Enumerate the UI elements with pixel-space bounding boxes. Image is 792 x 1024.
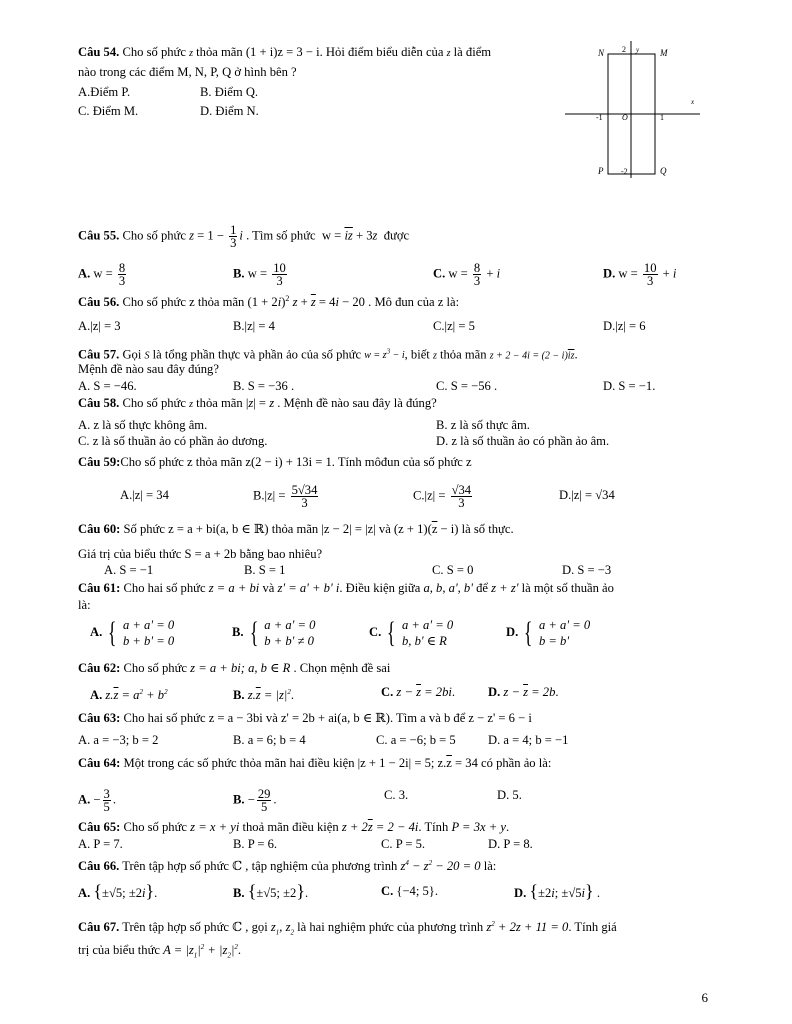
q54-option-a[interactable]: A.Điểm P. [78,85,131,99]
q67-line2: trị của biểu thức $A = |z_1|^2 + |z_2|^2$. [78,943,242,960]
q62-line: Câu 62: Cho số phức z = a + bi; a, b ∈ R . Chọn mệnh đề sai [78,661,391,675]
label-m: M [660,48,668,58]
q63-option-b[interactable]: B. a = 6; b = 4 [233,733,306,747]
label-q: Q [660,166,667,176]
q63-label: Câu 63: [78,711,121,725]
q60-option-b[interactable]: B. S = 1 [244,563,286,577]
q54-option-c[interactable]: C. Điểm M. [78,104,139,118]
q65-option-d[interactable]: D. P = 8. [488,837,533,851]
q56-option-c[interactable]: C.|z| = 5 [433,319,475,333]
q58-option-c[interactable]: C. z là số thuần ảo có phần ảo dương. [78,434,268,448]
q55-line: Câu 55. Cho số phức z = 1 − $\frac{1}{3}$ i . Tìm số phức $w = \overline{iz} + 3z$ được [78,223,410,250]
q57-option-a[interactable]: A. S = −46. [78,379,137,393]
label-o: O [622,113,628,122]
q61-option-b[interactable]: B. { a + a' = 0 b + b' ≠ 0 [232,616,316,649]
q55-option-c[interactable]: C. w = $\frac{8}{3}$ + i [433,261,501,288]
q60-option-d[interactable]: D. S = −3 [562,563,612,577]
q54-coordinate-figure [560,38,710,183]
q63-option-c[interactable]: C. a = −6; b = 5 [376,733,456,747]
page-number: 6 [701,990,708,1005]
q63-line: Câu 63: Cho hai số phức z = a − 3bi và z' = 2b + ai(a, b ∈ ℝ). Tìm a và b để z − z' = 6 − i [78,711,532,725]
q58-option-a[interactable]: A. z là số thực không âm. [78,418,208,432]
q56-label: Câu 56. [78,295,120,310]
q65-label: Câu 65: [78,820,121,834]
q63-option-a[interactable]: A. a = −3; b = 2 [78,733,159,747]
q66-option-c[interactable]: C. {−4; 5}. [381,884,438,898]
q67-line1: Câu 67. Trên tập hợp số phức ℂ , gọi $z_1$, $z_2$ là hai nghiệm phức của phương trình $z^2 + 2z + 11 = 0$. Tính giá [78,920,617,937]
q60-option-a[interactable]: A. S = −1 [104,563,154,577]
q61-label: Câu 61: [78,581,121,595]
q54-label: Câu 54. [78,45,120,59]
q59-line: Câu 59:Cho số phức z thỏa mãn z(2 − i) + 13i = 1. Tính môđun của số phức z [78,455,472,469]
q56-option-d[interactable]: D.|z| = 6 [603,319,646,333]
q58-line: Câu 58. Cho số phức z thỏa mãn |z| = z . Mệnh đề nào sau đây là đúng? [78,396,437,410]
q64-line: Câu 64: Một trong các số phức thỏa mãn hai điều kiện |z + 1 − 2i| = 5; $z.\overline{z} = 34$ có phần ảo là: [78,756,552,770]
label-y: y [636,46,640,54]
tick-2: 2 [622,45,626,54]
q64-option-a[interactable]: A. − $\frac{3}{5}$ . [78,787,116,814]
q60-line1: Câu 60: Số phức z = a + bi(a, b ∈ ℝ) thỏa mãn |z − 2| = |z| và $(z + 1)(\overline{z} - i)$ là số thực. [78,522,514,536]
q66-label: Câu 66. [78,859,120,874]
q61-option-a[interactable]: A. { a + a' = 0 b + b' = 0 [90,616,175,649]
tick-minus-2: -2 [621,167,628,176]
tick-minus-1: -1 [596,113,603,122]
q62-label: Câu 62: [78,661,121,675]
q62-option-c[interactable]: C. $z - \overline{z} = 2bi$. [381,685,456,699]
q57-option-b[interactable]: B. S = −36 . [233,379,295,393]
tick-1: 1 [660,113,664,122]
q61-line2: là: [78,598,91,612]
q61-option-d[interactable]: D. { a + a' = 0 b = b' [506,616,591,649]
q66-option-d[interactable]: D. {±2i; ±√5i} . [514,881,600,901]
q64-option-c[interactable]: C. 3. [384,788,409,802]
q65-line: Câu 65: Cho số phức z = x + yi thoả mãn điều kiện $z + 2\overline{z} = 2 - 4i$. Tính P = 3x + y. [78,820,510,834]
q54-line2: nào trong các điểm M, N, P, Q ở hình bên ? [78,65,297,79]
q62-option-b[interactable]: B. $z.\overline{z} = |z|^2$. [233,688,294,703]
q59-option-a[interactable]: A.|z| = 34 [120,488,169,502]
q55-option-a[interactable]: A. w = $\frac{8}{3}$ [78,261,126,288]
q56-option-b[interactable]: B.|z| = 4 [233,319,275,333]
q57-option-c[interactable]: C. S = −56 . [436,379,498,393]
q57-option-d[interactable]: D. S = −1. [603,379,656,393]
q65-option-c[interactable]: C. P = 5. [381,837,426,851]
q60-option-c[interactable]: C. S = 0 [432,563,474,577]
q54-line1: Câu 54. Cho số phức z thỏa mãn (1 + i)z = 3 − i. Hỏi điểm biểu diễn của z là điểm [78,45,492,59]
q56-option-a[interactable]: A.|z| = 3 [78,319,121,333]
q57-line2: Mệnh đề nào sau đây đúng? [78,362,219,376]
q65-option-b[interactable]: B. P = 6. [233,837,278,851]
label-p: P [598,166,604,176]
q54-option-b[interactable]: B. Điểm Q. [200,85,259,99]
q66-option-b[interactable]: B. {±√5; ±2}. [233,881,309,901]
q59-option-c[interactable]: C.|z| = $\frac{√34}{3}$ [413,483,472,510]
q56-line: Câu 56. Cho số phức z thỏa mãn $(1 + 2i)^2$ $z + \overline{z} = 4i - 20$ . Mô đun của z là: [78,294,460,310]
q59-option-d[interactable]: D.|z| = √34 [559,488,615,502]
label-n: N [598,48,605,58]
q55-label: Câu 55. [78,228,120,243]
q62-option-d[interactable]: D. $z - \overline{z} = 2b$. [488,685,559,699]
q57-line1: Câu 57. Gọi S là tổng phần thực và phần ảo của số phức $w = z^3 - i$, biết z thỏa mãn $z + 2 - 4i = (2 - i)\overline{iz}$. [78,347,578,362]
q64-option-d[interactable]: D. 5. [497,788,522,802]
q58-option-d[interactable]: D. z là số thuần ảo có phần ảo âm. [436,434,610,448]
q54-option-d[interactable]: D. Điểm N. [200,104,259,118]
q66-line: Câu 66. Trên tập hợp số phức ℂ , tập nghiệm của phương trình $z^4 - z^2 - 20 = 0$ là: [78,859,497,874]
q59-label: Câu 59: [78,455,121,469]
q58-label: Câu 58. [78,396,120,410]
q59-option-b[interactable]: B.|z| = $\frac{5√34}{3}$ [253,483,318,510]
q57-label: Câu 57. [78,347,120,362]
q61-option-c[interactable]: C. { a + a' = 0 b, b' ∈ R [369,616,454,649]
q67-label: Câu 67. [78,920,120,935]
q63-option-d[interactable]: D. a = 4; b = −1 [488,733,569,747]
q55-option-b[interactable]: B. w = $\frac{10}{3}$ [233,261,286,288]
q65-option-a[interactable]: A. P = 7. [78,837,123,851]
q60-label: Câu 60: [78,522,121,536]
q61-line1: Câu 61: Cho hai số phức z = a + bi và z' = a' + b' i. Điều kiện giữa a, b, a', b' để z + z' là một số thuần ảo [78,581,614,595]
q64-option-b[interactable]: B. − $\frac{29}{5}$ . [233,787,277,814]
q60-line2: Giá trị của biểu thức S = a + 2b bằng bao nhiêu? [78,547,323,561]
label-x: x [691,98,695,106]
q64-label: Câu 64: [78,756,121,770]
q55-option-d[interactable]: D. w = $\frac{10}{3}$ + i [603,261,677,288]
q58-option-b[interactable]: B. z là số thực âm. [436,418,530,432]
q62-option-a[interactable]: A. $z.\overline{z} = a^2 + b^2$ [90,688,168,703]
q66-option-a[interactable]: A. {±√5; ±2i}. [78,881,158,901]
